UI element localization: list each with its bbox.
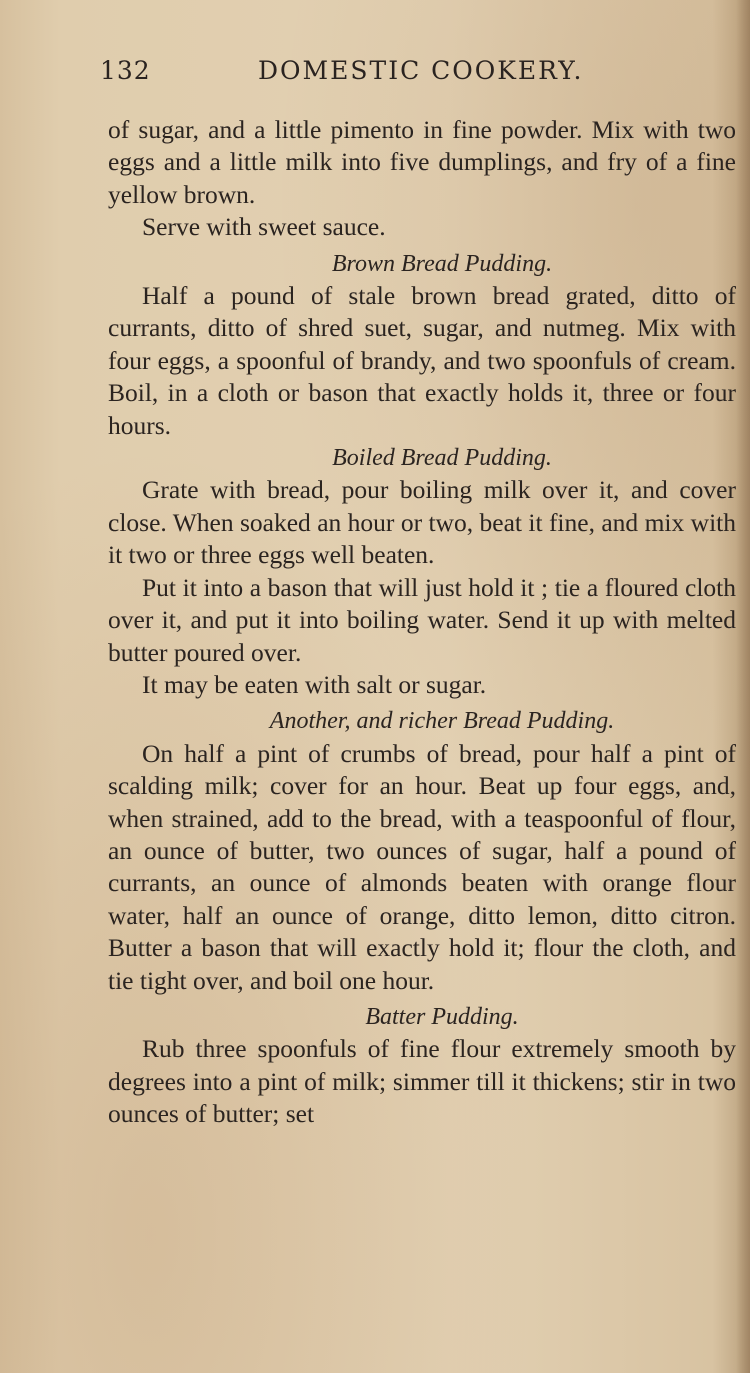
- running-title: DOMESTIC COOKERY.: [258, 56, 584, 85]
- recipe-heading: Batter Pudding.: [365, 1003, 519, 1030]
- paragraph: It may be eaten with salt or sugar.: [142, 669, 487, 699]
- body-text: [108, 114, 736, 1131]
- paragraph: Put it into a bason that will just hold it ; tie a floured cloth over it, and put it into boiling water. Send it up with melted butter poured over.: [108, 572, 736, 667]
- paragraph: Rub three spoonfuls of fine flour extremely smooth by degrees into a pint of milk; simmer till it thickens; stir in two ounces of butter; set: [108, 1034, 736, 1129]
- paragraph: Serve with sweet sauce.: [142, 212, 386, 242]
- paragraph: On half a pint of crumbs of bread, pour half a pint of scalding milk; cover for an hour. Beat up four eggs, and, when strained, add to the bread, with a teaspoonful of flour, an ounce of butter, two ounces of sugar, half a pound of currants, an ounce of almonds beaten with orange flour water, half an ounce of orange, ditto lemon, ditto citron. Butter a bason that will exactly hold it; flour the cloth, and tie tight over, and boil one hour.: [108, 738, 736, 995]
- paragraph-continued: of sugar, and a little pimento in fine powder. Mix with two eggs and a little milk into five dumplings, and fry of a fine yellow brown.: [108, 115, 736, 209]
- running-head: [100, 56, 720, 90]
- page-edge-shadow: [736, 0, 750, 1373]
- page-number: 132: [100, 56, 151, 85]
- recipe-heading: Boiled Bread Pudding.: [332, 445, 552, 472]
- recipe-heading: Brown Bread Pudding.: [331, 250, 553, 277]
- recipe-heading: Another, and richer Bread Pudding.: [269, 708, 615, 735]
- paragraph: Half a pound of stale brown bread grated, ditto of currants, ditto of shred suet, sugar, and nutmeg. Mix with four eggs, a spoonful of brandy, and two spoonfuls of cream. Boil, in a cloth or bason that exactly holds it, three or four hours.: [108, 281, 736, 440]
- paragraph: Grate with bread, pour boiling milk over it, and cover close. When soaked an hour or two, beat it fine, and mix with it two or three eggs well beaten.: [108, 475, 736, 570]
